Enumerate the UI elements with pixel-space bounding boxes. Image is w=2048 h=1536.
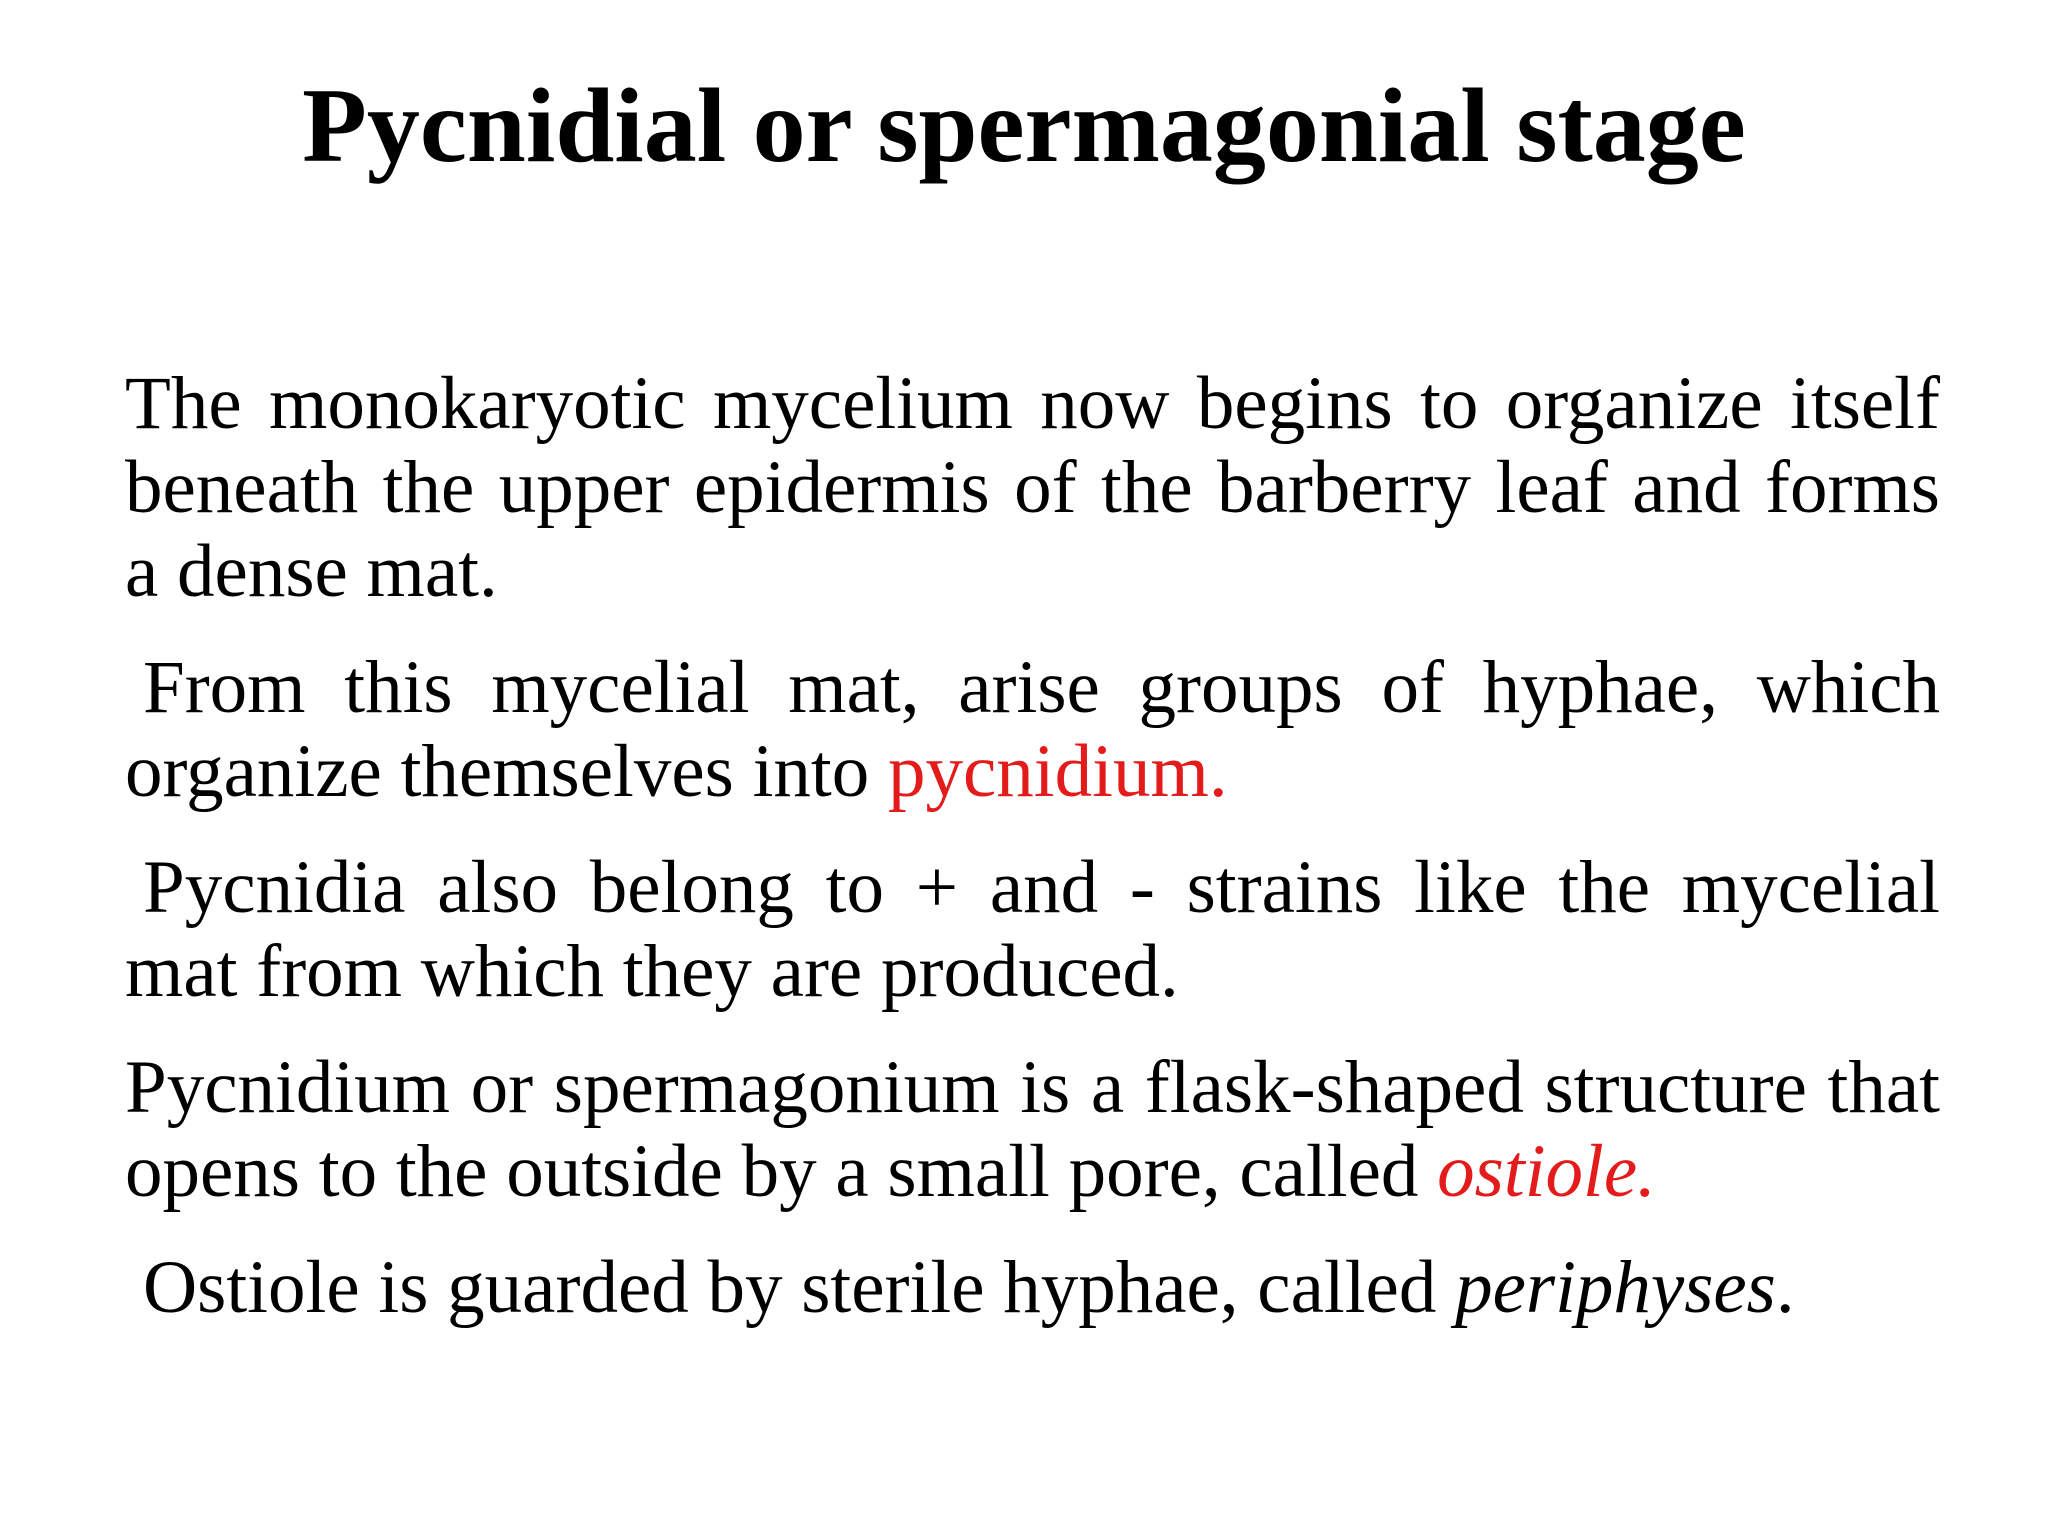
term-periphyses: periphyses bbox=[1455, 1246, 1776, 1329]
paragraph-mycelium-mat bbox=[125, 362, 1940, 614]
paragraph-text: Ostiole is guarded by sterile hyphae, called bbox=[143, 1246, 1456, 1329]
paragraph-pycnidium bbox=[125, 646, 1940, 814]
paragraph-periphyses bbox=[125, 1246, 1940, 1330]
slide-body bbox=[125, 362, 1940, 1362]
paragraph-text: Pycnidium or spermagonium is a flask-shaped structure that opens to the outside by a small pore, called bbox=[125, 1046, 1940, 1213]
paragraph-text: From this mycelial mat, arise groups of hyphae, which organize themselves into bbox=[125, 646, 1940, 813]
paragraph-text-end: . bbox=[1775, 1246, 1795, 1329]
paragraph-text: The monokaryotic mycelium now begins to organize itself beneath the upper epidermis of the barberry leaf and forms a dense mat. bbox=[125, 362, 1940, 613]
paragraph-strains bbox=[125, 846, 1940, 1014]
paragraph-spermagonium bbox=[125, 1046, 1940, 1214]
term-pycnidium: pycnidium. bbox=[888, 730, 1228, 813]
slide-title: Pycnidial or spermagonial stage bbox=[302, 67, 1746, 184]
paragraph-text: Pycnidia also belong to + and - strains like the mycelial mat from which they are produced. bbox=[125, 846, 1940, 1013]
term-ostiole: ostiole. bbox=[1437, 1130, 1656, 1213]
